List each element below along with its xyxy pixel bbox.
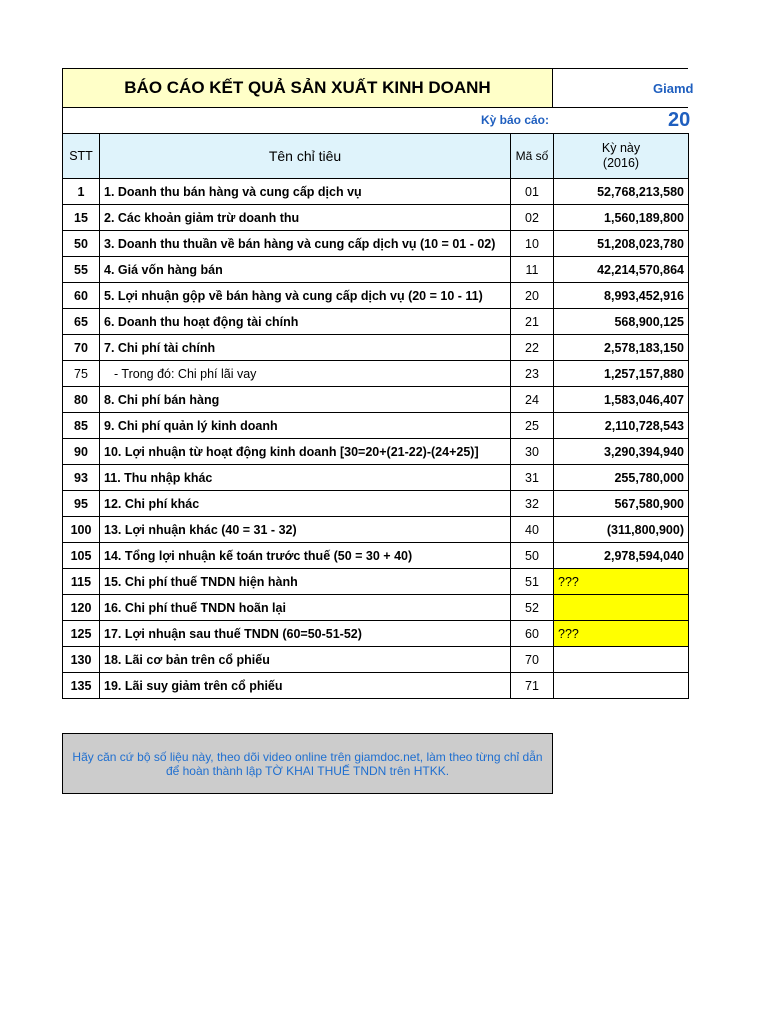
row-stt[interactable]: 125	[63, 621, 100, 647]
table-row	[63, 517, 689, 543]
row-code[interactable]: 50	[511, 543, 554, 569]
row-stt[interactable]: 93	[63, 465, 100, 491]
row-name[interactable]: 12. Chi phí khác	[100, 491, 511, 517]
row-value[interactable]: 568,900,125	[554, 309, 689, 335]
period-value-cell[interactable]	[553, 108, 691, 134]
row-code[interactable]: 01	[511, 179, 554, 205]
table-row	[63, 673, 689, 699]
row-code[interactable]: 25	[511, 413, 554, 439]
row-value[interactable]	[554, 595, 689, 621]
row-code[interactable]: 22	[511, 335, 554, 361]
row-name[interactable]: 13. Lợi nhuận khác (40 = 31 - 32)	[100, 517, 511, 543]
table-row	[63, 491, 689, 517]
row-name[interactable]: 9. Chi phí quản lý kinh doanh	[100, 413, 511, 439]
report-title[interactable]: BÁO CÁO KẾT QUẢ SẢN XUẤT KINH DOANH	[62, 68, 553, 108]
row-stt[interactable]: 90	[63, 439, 100, 465]
period-label[interactable]: Kỳ báo cáo:	[62, 108, 553, 134]
row-code[interactable]: 02	[511, 205, 554, 231]
row-code[interactable]: 60	[511, 621, 554, 647]
row-code[interactable]: 21	[511, 309, 554, 335]
row-stt[interactable]: 65	[63, 309, 100, 335]
row-stt[interactable]: 105	[63, 543, 100, 569]
row-value[interactable]: 2,978,594,040	[554, 543, 689, 569]
row-code[interactable]: 32	[511, 491, 554, 517]
report-rows	[63, 179, 689, 699]
row-value[interactable]: ???	[554, 621, 689, 647]
row-stt[interactable]: 55	[63, 257, 100, 283]
row-code[interactable]: 23	[511, 361, 554, 387]
row-value[interactable]: (311,800,900)	[554, 517, 689, 543]
row-name[interactable]: 18. Lãi cơ bản trên cổ phiếu	[100, 647, 511, 673]
table-row	[63, 179, 689, 205]
row-name[interactable]: 8. Chi phí bán hàng	[100, 387, 511, 413]
table-row	[63, 257, 689, 283]
row-value[interactable]: 52,768,213,580	[554, 179, 689, 205]
row-name[interactable]: 4. Giá vốn hàng bán	[100, 257, 511, 283]
row-stt[interactable]: 95	[63, 491, 100, 517]
row-value[interactable]: 255,780,000	[554, 465, 689, 491]
row-stt[interactable]: 135	[63, 673, 100, 699]
table-row	[63, 569, 689, 595]
row-stt[interactable]: 115	[63, 569, 100, 595]
table-row	[63, 387, 689, 413]
row-name[interactable]: 17. Lợi nhuận sau thuế TNDN (60=50-51-52)	[100, 621, 511, 647]
row-code[interactable]: 40	[511, 517, 554, 543]
row-value[interactable]: ???	[554, 569, 689, 595]
row-value[interactable]: 8,993,452,916	[554, 283, 689, 309]
row-name[interactable]: 6. Doanh thu hoạt động tài chính	[100, 309, 511, 335]
col-header-current-line2: (2016)	[602, 156, 640, 170]
row-name[interactable]: 14. Tổng lợi nhuận kế toán trước thuế (50 = 30 + 40)	[100, 543, 511, 569]
table-row	[63, 465, 689, 491]
col-header-stt[interactable]: STT	[63, 134, 100, 179]
row-name[interactable]: 10. Lợi nhuận từ hoạt động kinh doanh [30=20+(21-22)-(24+25)]	[100, 439, 511, 465]
row-code[interactable]: 70	[511, 647, 554, 673]
table-row	[63, 647, 689, 673]
row-stt[interactable]: 75	[63, 361, 100, 387]
row-stt[interactable]: 70	[63, 335, 100, 361]
row-name[interactable]: 19. Lãi suy giảm trên cổ phiếu	[100, 673, 511, 699]
table-row	[63, 621, 689, 647]
row-stt[interactable]: 130	[63, 647, 100, 673]
row-stt[interactable]: 60	[63, 283, 100, 309]
instruction-note[interactable]: Hãy căn cứ bộ số liệu này, theo dõi video online trên giamdoc.net, làm theo từng chỉ dẫn để hoàn thành lập TỜ KHAI THUẾ TNDN trên HTKK.	[62, 733, 553, 794]
row-code[interactable]: 10	[511, 231, 554, 257]
period-row	[62, 108, 691, 134]
row-stt[interactable]: 80	[63, 387, 100, 413]
row-name[interactable]: 15. Chi phí thuế TNDN hiện hành	[100, 569, 511, 595]
row-value[interactable]: 2,110,728,543	[554, 413, 689, 439]
col-header-current[interactable]	[554, 134, 689, 179]
table-row	[63, 205, 689, 231]
row-value[interactable]: 1,583,046,407	[554, 387, 689, 413]
row-name[interactable]: 3. Doanh thu thuần về bán hàng và cung cấp dịch vụ (10 = 01 - 02)	[100, 231, 511, 257]
row-value[interactable]: 567,580,900	[554, 491, 689, 517]
row-name[interactable]: 1. Doanh thu bán hàng và cung cấp dịch vụ	[100, 179, 511, 205]
row-name[interactable]: 5. Lợi nhuận gộp về bán hàng và cung cấp dịch vụ (20 = 10 - 11)	[100, 283, 511, 309]
row-value[interactable]: 2,578,183,150	[554, 335, 689, 361]
table-row	[63, 413, 689, 439]
row-name[interactable]: 16. Chi phí thuế TNDN hoãn lại	[100, 595, 511, 621]
table-row	[63, 335, 689, 361]
row-stt[interactable]: 85	[63, 413, 100, 439]
header-row	[63, 134, 689, 179]
row-name[interactable]: 2. Các khoản giảm trừ doanh thu	[100, 205, 511, 231]
site-text: Giamd	[653, 81, 694, 96]
row-value[interactable]	[554, 647, 689, 673]
table-row	[63, 595, 689, 621]
table-row	[63, 543, 689, 569]
table-row	[63, 309, 689, 335]
row-value[interactable]	[554, 673, 689, 699]
row-name[interactable]: 11. Thu nhập khác	[100, 465, 511, 491]
col-header-code[interactable]: Mã số	[511, 134, 554, 179]
row-code[interactable]: 51	[511, 569, 554, 595]
row-code[interactable]: 71	[511, 673, 554, 699]
row-stt[interactable]: 100	[63, 517, 100, 543]
period-value: 20	[668, 109, 691, 131]
row-code[interactable]: 24	[511, 387, 554, 413]
row-value[interactable]: 51,208,023,780	[554, 231, 689, 257]
row-stt[interactable]: 50	[63, 231, 100, 257]
row-code[interactable]: 30	[511, 439, 554, 465]
row-value[interactable]: 1,560,189,800	[554, 205, 689, 231]
table-row	[63, 283, 689, 309]
col-header-name[interactable]: Tên chỉ tiêu	[100, 134, 511, 179]
table-row	[63, 231, 689, 257]
row-code[interactable]: 31	[511, 465, 554, 491]
table-row	[63, 439, 689, 465]
row-name[interactable]: 7. Chi phí tài chính	[100, 335, 511, 361]
row-stt[interactable]: 120	[63, 595, 100, 621]
row-value[interactable]: 42,214,570,864	[554, 257, 689, 283]
table-row	[63, 361, 689, 387]
row-stt[interactable]: 15	[63, 205, 100, 231]
row-code[interactable]: 20	[511, 283, 554, 309]
col-header-current-line1: Kỳ này	[601, 141, 641, 155]
row-code[interactable]: 52	[511, 595, 554, 621]
row-value[interactable]: 3,290,394,940	[554, 439, 689, 465]
site-cell[interactable]	[553, 68, 694, 108]
row-stt[interactable]: 1	[63, 179, 100, 205]
row-value[interactable]: 1,257,157,880	[554, 361, 689, 387]
row-name[interactable]: - Trong đó: Chi phí lãi vay	[100, 361, 511, 387]
report-table	[62, 133, 689, 699]
row-code[interactable]: 11	[511, 257, 554, 283]
title-row	[62, 68, 694, 108]
